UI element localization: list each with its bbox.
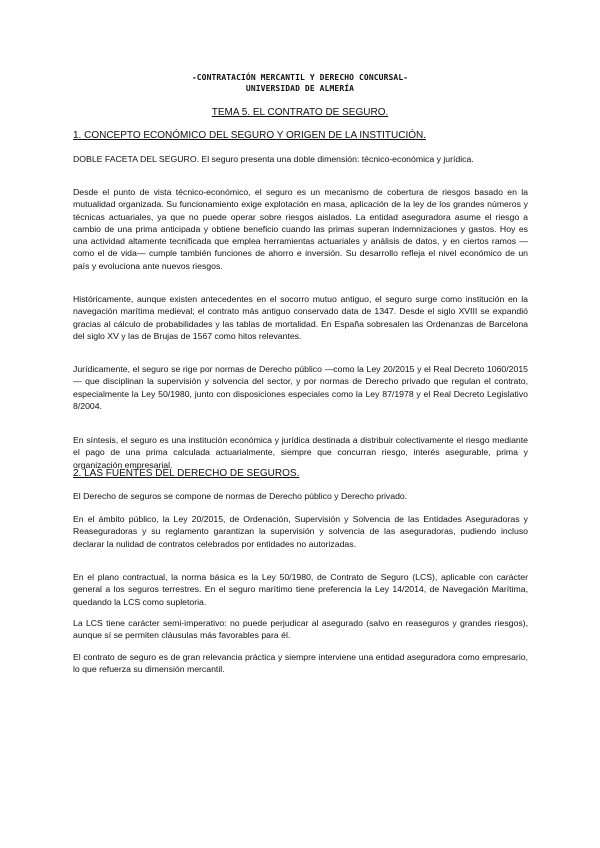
paragraph-sintesis: En síntesis, el seguro es una institución económica y jurídica destinada a distribuir colectivamente el riesgo mediante el pago de una prima calculada actuarialmente, siempre que concurran riesgo, interés asegurable, prima y organización empresarial. <box>73 435 528 470</box>
paragraph-semi-imperativo: La LCS tiene carácter semi-imperativo: no puede perjudicar al asegurado (salvo en reaseguros y grandes riesgos), aunque sí se permiten cláusulas más favorables para él. <box>73 618 528 641</box>
paragraph-tecnico-economico: Desde el punto de vista técnico-económico, el seguro es un mecanismo de cobertura de riesgos basado en la mutualidad organizada. Su funcionamiento exige explotación en masa, aplicación de la ley de los grandes números y técnicas actuariales, ya que no puede operar sobre riesgos aislados. La entidad aseguradora asume el riesgo a cambio de una prima anticipada y obtiene beneficio cuando las primas superan indemnizaciones y gastos. Hoy es una actividad altamente tecnificada que emplea herramientas actuariales y análisis de datos, y en ciertos ramos —como el de vida— cumple también funciones de ahorro e inversión. Su desarrollo refleja el nivel económico de un país y evoluciona ante nuevos riesgos. <box>73 187 528 271</box>
paragraph-relevancia: El contrato de seguro es de gran relevancia práctica y siempre interviene una entidad aseguradora como empresario, lo que refuerza su dimensión mercantil. <box>73 652 528 675</box>
section-heading-2: 2. LAS FUENTES DEL DERECHO DE SEGUROS. <box>73 468 300 479</box>
paragraph-juridico: Jurídicamente, el seguro se rige por normas de Derecho público —como la Ley 20/2015 y el Real Decreto 1060/2015— que disciplinan la supervisión y solvencia del sector, y por normas de Derecho privado que regulan el contrato, especialmente la Ley 50/1980, junto con disposiciones especiales como la Ley 87/1978 y el Real Decreto Legislativo 8/2004. <box>73 364 528 411</box>
paragraph-doble-faceta: DOBLE FACETA DEL SEGURO. El seguro presenta una doble dimensión: técnico-económica y jurídica. <box>73 154 474 164</box>
page-title: TEMA 5. EL CONTRATO DE SEGURO. <box>211 107 389 118</box>
university-header: UNIVERSIDAD DE ALMERÍA <box>245 84 355 93</box>
section-heading-1: 1. CONCEPTO ECONÓMICO DEL SEGURO Y ORIGEN DE LA INSTITUCIÓN. <box>73 130 427 141</box>
paragraph-ambito-publico: En el ámbito público, la Ley 20/2015, de Ordenación, Supervisión y Solvencia de las Entidades Aseguradoras y Reaseguradoras y su reglamento garantizan la supervisión y solvencia de las aseguradoras, pudiendo incluso declarar la nulidad de contratos celebrados por entidades no autorizadas. <box>73 514 528 549</box>
course-header: -CONTRATACIÓN MERCANTIL Y DERECHO CONCURSAL- <box>191 73 409 82</box>
paragraph-historia: Históricamente, aunque existen antecedentes en el socorro mutuo antiguo, el seguro surge como institución en la navegación marítima medieval; el contrato más antiguo conservado data de 1347. Desde el siglo XVIII se expandió gracias al cálculo de probabilidades y las tablas de mortalidad. En España sobresalen las Ordenanzas de Barcelona del siglo XV y las de Brujas de 1567 como hitos relevantes. <box>73 294 528 341</box>
paragraph-fuentes-intro: El Derecho de seguros se compone de normas de Derecho público y Derecho privado. <box>73 491 408 501</box>
paragraph-plano-contractual: En el plano contractual, la norma básica es la Ley 50/1980, de Contrato de Seguro (LCS), aplicable con carácter general a los seguros terrestres. En el seguro marítimo tiene preferencia la Ley 14/2014, de Navegación Marítima, quedando la LCS como supletoria. <box>73 572 528 607</box>
